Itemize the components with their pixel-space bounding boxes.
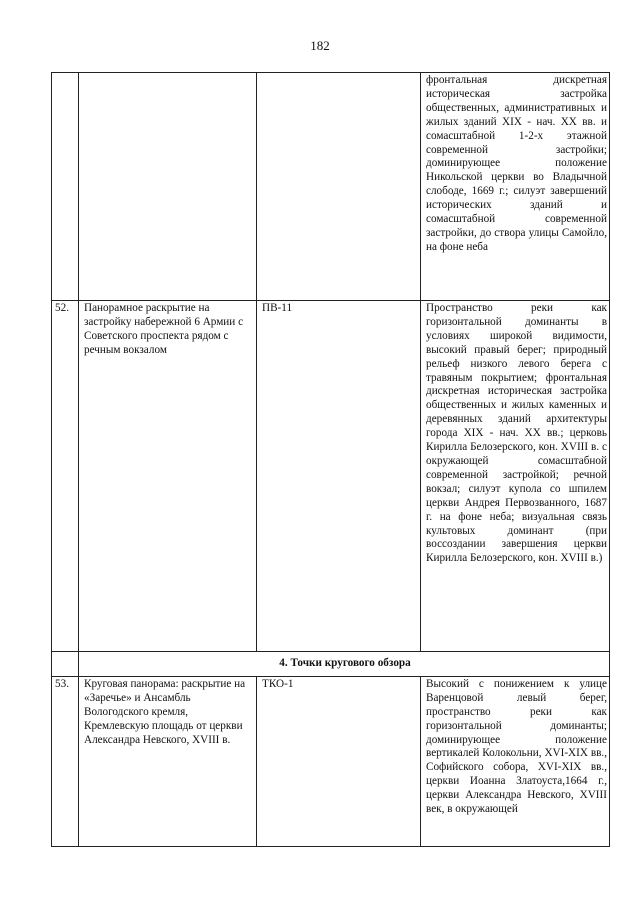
row-number: 53. [52,676,79,846]
section-row [52,652,610,677]
view-description: Высокий с понижением к улице Варенцовой левый берег, пространство реки как горизонтальной доминанты; доминирующее положение вертикалей Колокольни, XVI-XIX вв., Софийского собора, XVI-XIX вв., церкви Иоанна Златоуста,1664 г., церкви Александра Невского, XVIII век, в окружающей [421,676,610,846]
table-row [52,301,610,652]
view-name: Круговая панорама: раскрытие на «Заречье» и Ансамбль Вологодского кремля, Кремлевскую площадь от церкви Александра Невского, XVIII в. [79,676,257,846]
view-description: Пространство реки как горизонтальной доминанты в условиях широкой видимости, высокий правый берег; природный рельеф низкого левого берега с травяным покрытием; фронтальная дискретная историческая застройка общественных и жилых каменных и деревянных зданий архитектуры города XIX - нач. XX вв.; церковь Кирилла Белозерского, кон. XVIII в. с окружающей сомасштабной современной застройкой; речной вокзал; силуэт купола со шпилем церкви Андрея Первозванного, 1687 г. на фоне неба; визуальная связь культовых доминант (при воссоздании завершения церкви Кирилла Белозерского, кон. XVIII в.) [421,301,610,652]
view-code [257,73,421,301]
view-code: ТКО-1 [257,676,421,846]
section-empty-cell [52,652,79,677]
table-row [52,676,610,846]
section-title: 4. Точки кругового обзора [79,652,610,677]
view-description: фронтальная дискретная историческая застройка общественных, административных и жилых зданий XIX - нач. XX вв. и сомасштабной 1-2-х этажной современной застройки; доминирующее положение Никольской церкви во Владычной слободе, 1669 г.; силуэт завершений исторических зданий и сомасштабной современной застройки, до створа улицы Самойло, на фоне неба [421,73,610,301]
view-code: ПВ-11 [257,301,421,652]
row-number [52,73,79,301]
view-name [79,73,257,301]
view-name: Панорамное раскрытие на застройку набережной 6 Армии с Советского проспекта рядом с речным вокзалом [79,301,257,652]
panorama-table [51,72,610,847]
table-row [52,73,610,301]
row-number: 52. [52,301,79,652]
page-number: 182 [310,38,330,53]
